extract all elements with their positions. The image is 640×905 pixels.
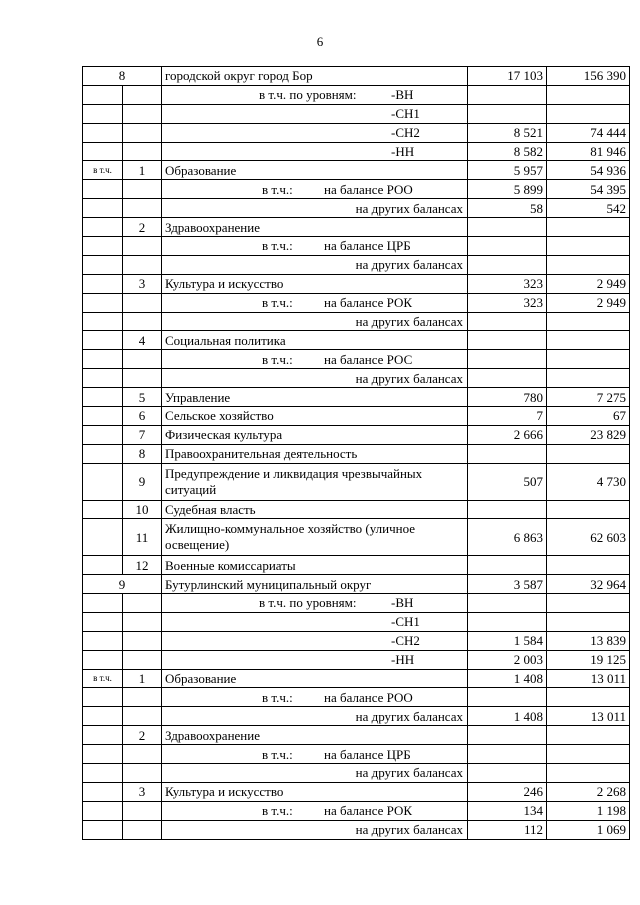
value-cell-1 (468, 369, 547, 388)
value-cell-2: 62 603 (547, 519, 630, 556)
sub-label: в т.ч.: (262, 351, 293, 367)
col1-cell (83, 820, 123, 839)
value-cell-1: 7 (468, 407, 547, 426)
row-name (162, 612, 468, 631)
row-number: 10 (123, 500, 162, 519)
row-name (162, 142, 468, 161)
row-number: 1 (123, 161, 162, 180)
table-row (83, 199, 630, 218)
col1-cell (83, 612, 123, 631)
table-row (83, 67, 630, 86)
col1-cell (83, 745, 123, 764)
table-row (83, 255, 630, 274)
table-row (83, 85, 630, 104)
row-number: 3 (123, 782, 162, 801)
value-cell-1 (468, 350, 547, 369)
row-name: на других балансах (162, 707, 468, 726)
row-name: Бутурлинский муниципальный округ (162, 575, 468, 594)
value-cell-1 (468, 556, 547, 575)
col2-cell (123, 763, 162, 782)
sub-value-label: -ВН (391, 87, 414, 103)
row-name: Здравоохранение (162, 726, 468, 745)
value-cell-2: 7 275 (547, 388, 630, 407)
row-name: Социальная политика (162, 331, 468, 350)
row-name: Культура и искусство (162, 782, 468, 801)
row-name (162, 593, 468, 612)
value-cell-1 (468, 500, 547, 519)
col1-cell (83, 444, 123, 463)
sub-label: в т.ч. по уровням: (259, 595, 357, 611)
col1-cell (83, 331, 123, 350)
table-row (83, 237, 630, 256)
col1-cell (83, 463, 123, 500)
value-cell-1 (468, 593, 547, 612)
col1-cell (83, 726, 123, 745)
value-cell-1: 1 408 (468, 707, 547, 726)
sub-value-label: -СН2 (391, 633, 420, 649)
table-row (83, 369, 630, 388)
value-cell-2 (547, 85, 630, 104)
row-number: 12 (123, 556, 162, 575)
col1-cell (83, 519, 123, 556)
sub-value-label: -ВН (391, 595, 414, 611)
value-cell-1: 6 863 (468, 519, 547, 556)
table-row (83, 688, 630, 707)
table-row (83, 782, 630, 801)
value-cell-2 (547, 500, 630, 519)
col1-cell (83, 763, 123, 782)
col1-cell (83, 688, 123, 707)
sub-label: в т.ч.: (262, 295, 293, 311)
col1-cell (83, 180, 123, 199)
table-row (83, 407, 630, 426)
table-row (83, 218, 630, 237)
value-cell-2 (547, 726, 630, 745)
table-row (83, 575, 630, 594)
row-number: 6 (123, 407, 162, 426)
col1-cell (83, 425, 123, 444)
col2-cell (123, 85, 162, 104)
value-cell-2 (547, 688, 630, 707)
data-table (82, 66, 630, 840)
row-name (162, 180, 468, 199)
row-name: Правоохранительная деятельность (162, 444, 468, 463)
sub-value-label: -СН1 (391, 614, 420, 630)
row-name: на других балансах (162, 199, 468, 218)
row-name (162, 350, 468, 369)
value-cell-2: 13 011 (547, 669, 630, 688)
col1-cell (83, 556, 123, 575)
sub-value-label: на балансе ЦРБ (324, 746, 411, 762)
value-cell-2 (547, 745, 630, 764)
value-cell-1: 323 (468, 293, 547, 312)
col1-cell (83, 593, 123, 612)
col2-cell (123, 745, 162, 764)
sub-value-label: на балансе РОО (324, 181, 413, 197)
value-cell-2 (547, 350, 630, 369)
col1-cell (83, 500, 123, 519)
col1-cell (83, 104, 123, 123)
row-name: Военные комиссариаты (162, 556, 468, 575)
col2-cell (123, 369, 162, 388)
value-cell-1 (468, 237, 547, 256)
row-number: 11 (123, 519, 162, 556)
col1-cell (83, 85, 123, 104)
sub-label: в т.ч.: (262, 803, 293, 819)
value-cell-2 (547, 218, 630, 237)
table-row (83, 331, 630, 350)
table-row (83, 556, 630, 575)
col2-cell (123, 801, 162, 820)
sub-label: в т.ч.: (262, 746, 293, 762)
table-row (83, 631, 630, 650)
table-row (83, 612, 630, 631)
col2-cell (123, 237, 162, 256)
value-cell-1 (468, 688, 547, 707)
row-name: на других балансах (162, 312, 468, 331)
table-row (83, 593, 630, 612)
value-cell-2 (547, 556, 630, 575)
value-cell-1 (468, 745, 547, 764)
value-cell-2: 4 730 (547, 463, 630, 500)
row-number: 9 (83, 575, 162, 594)
value-cell-1: 246 (468, 782, 547, 801)
value-cell-2 (547, 369, 630, 388)
sub-value-label: -СН1 (391, 106, 420, 122)
value-cell-1 (468, 255, 547, 274)
col2-cell (123, 123, 162, 142)
value-cell-1 (468, 104, 547, 123)
table-row (83, 763, 630, 782)
value-cell-2 (547, 444, 630, 463)
value-cell-2: 2 949 (547, 293, 630, 312)
value-cell-1: 8 582 (468, 142, 547, 161)
value-cell-2: 67 (547, 407, 630, 426)
sub-value-label: на балансе РОО (324, 689, 413, 705)
col1-cell (83, 350, 123, 369)
col2-cell (123, 255, 162, 274)
value-cell-1: 5 899 (468, 180, 547, 199)
value-cell-1 (468, 726, 547, 745)
row-name: на других балансах (162, 255, 468, 274)
sub-label: в т.ч. по уровням: (259, 87, 357, 103)
sub-value-label: на балансе РОС (324, 351, 413, 367)
sub-label: в т.ч.: (262, 689, 293, 705)
row-name (162, 688, 468, 707)
col2-cell (123, 104, 162, 123)
table-row (83, 707, 630, 726)
row-name: Сельское хозяйство (162, 407, 468, 426)
value-cell-2: 32 964 (547, 575, 630, 594)
row-number: 8 (123, 444, 162, 463)
value-cell-2 (547, 763, 630, 782)
row-name: на других балансах (162, 763, 468, 782)
col1-cell (83, 801, 123, 820)
table-row (83, 463, 630, 500)
col2-cell (123, 707, 162, 726)
col2-cell (123, 820, 162, 839)
value-cell-2 (547, 612, 630, 631)
col1-cell (83, 707, 123, 726)
row-name (162, 104, 468, 123)
value-cell-1 (468, 218, 547, 237)
col1-cell (83, 142, 123, 161)
sub-value-label: на балансе РОК (324, 295, 413, 311)
row-name: городской округ город Бор (162, 67, 468, 86)
value-cell-2 (547, 255, 630, 274)
sub-label: в т.ч.: (262, 238, 293, 254)
col1-cell (83, 199, 123, 218)
table-row (83, 650, 630, 669)
col2-cell (123, 293, 162, 312)
sub-value-label: на балансе РОК (324, 803, 413, 819)
value-cell-2: 81 946 (547, 142, 630, 161)
row-name (162, 85, 468, 104)
value-cell-1 (468, 444, 547, 463)
row-number: 7 (123, 425, 162, 444)
table-row (83, 726, 630, 745)
value-cell-1 (468, 612, 547, 631)
row-name (162, 801, 468, 820)
col2-cell (123, 180, 162, 199)
value-cell-1 (468, 763, 547, 782)
value-cell-1: 2 003 (468, 650, 547, 669)
table-row (83, 274, 630, 293)
row-name: Образование (162, 161, 468, 180)
table-row (83, 820, 630, 839)
row-name: Судебная власть (162, 500, 468, 519)
col2-cell (123, 199, 162, 218)
value-cell-2 (547, 331, 630, 350)
row-name (162, 650, 468, 669)
value-cell-1: 5 957 (468, 161, 547, 180)
col2-cell (123, 688, 162, 707)
col1-cell (83, 123, 123, 142)
sub-value-label: -СН2 (391, 125, 420, 141)
table-row (83, 180, 630, 199)
col2-cell (123, 350, 162, 369)
row-name: на других балансах (162, 820, 468, 839)
col1-cell (83, 369, 123, 388)
col1-cell (83, 388, 123, 407)
value-cell-1: 3 587 (468, 575, 547, 594)
sub-value-label: -НН (391, 652, 415, 668)
row-name: на других балансах (162, 369, 468, 388)
row-number: 8 (83, 67, 162, 86)
col1-cell (83, 218, 123, 237)
col1-cell (83, 237, 123, 256)
value-cell-2: 54 395 (547, 180, 630, 199)
value-cell-2: 156 390 (547, 67, 630, 86)
value-cell-2: 74 444 (547, 123, 630, 142)
table-row (83, 745, 630, 764)
col1-cell: в т.ч. (83, 669, 123, 688)
row-name (162, 123, 468, 142)
table-row (83, 425, 630, 444)
page-number: 6 (316, 34, 324, 49)
sub-value-label: на балансе ЦРБ (324, 238, 411, 254)
value-cell-1: 134 (468, 801, 547, 820)
value-cell-1 (468, 312, 547, 331)
row-name: Физическая культура (162, 425, 468, 444)
row-name (162, 237, 468, 256)
row-number: 5 (123, 388, 162, 407)
sub-label: в т.ч.: (262, 181, 293, 197)
row-number: 4 (123, 331, 162, 350)
row-name: Культура и искусство (162, 274, 468, 293)
col1-cell (83, 782, 123, 801)
value-cell-1: 112 (468, 820, 547, 839)
value-cell-2: 54 936 (547, 161, 630, 180)
value-cell-2: 1 198 (547, 801, 630, 820)
table-row (83, 444, 630, 463)
col1-cell: в т.ч. (83, 161, 123, 180)
value-cell-1: 780 (468, 388, 547, 407)
value-cell-1: 58 (468, 199, 547, 218)
value-cell-2: 2 268 (547, 782, 630, 801)
row-name (162, 745, 468, 764)
col1-cell (83, 255, 123, 274)
row-name: Управление (162, 388, 468, 407)
table-row (83, 350, 630, 369)
col1-cell (83, 407, 123, 426)
row-number: 2 (123, 726, 162, 745)
row-number: 1 (123, 669, 162, 688)
col2-cell (123, 312, 162, 331)
value-cell-2 (547, 104, 630, 123)
row-name: Образование (162, 669, 468, 688)
col1-cell (83, 650, 123, 669)
table-row (83, 669, 630, 688)
col2-cell (123, 612, 162, 631)
col1-cell (83, 631, 123, 650)
col2-cell (123, 631, 162, 650)
row-number: 2 (123, 218, 162, 237)
table-row (83, 500, 630, 519)
table-row (83, 123, 630, 142)
row-name: Здравоохранение (162, 218, 468, 237)
col1-cell (83, 274, 123, 293)
value-cell-1: 507 (468, 463, 547, 500)
value-cell-1: 8 521 (468, 123, 547, 142)
value-cell-2 (547, 312, 630, 331)
value-cell-2: 13 011 (547, 707, 630, 726)
value-cell-2 (547, 593, 630, 612)
row-name (162, 293, 468, 312)
row-name: Предупреждение и ликвидация чрезвычайных ситуаций (162, 463, 468, 500)
value-cell-2: 2 949 (547, 274, 630, 293)
table-row (83, 388, 630, 407)
value-cell-1: 17 103 (468, 67, 547, 86)
value-cell-1: 323 (468, 274, 547, 293)
row-name (162, 631, 468, 650)
value-cell-2: 13 839 (547, 631, 630, 650)
value-cell-1: 1 584 (468, 631, 547, 650)
value-cell-1 (468, 85, 547, 104)
value-cell-2: 23 829 (547, 425, 630, 444)
value-cell-2: 19 125 (547, 650, 630, 669)
value-cell-1 (468, 331, 547, 350)
col2-cell (123, 650, 162, 669)
col1-cell (83, 312, 123, 331)
sub-value-label: -НН (391, 144, 415, 159)
value-cell-2 (547, 237, 630, 256)
value-cell-1: 1 408 (468, 669, 547, 688)
value-cell-2: 1 069 (547, 820, 630, 839)
col2-cell (123, 593, 162, 612)
table-row (83, 293, 630, 312)
table-row (83, 312, 630, 331)
value-cell-2: 542 (547, 199, 630, 218)
row-name: Жилищно-коммунальное хозяйство (уличное освещение) (162, 519, 468, 556)
row-number: 9 (123, 463, 162, 500)
table-row (83, 519, 630, 556)
table-row (83, 801, 630, 820)
table-row (83, 142, 630, 161)
col1-cell (83, 293, 123, 312)
col2-cell (123, 142, 162, 161)
table-row (83, 104, 630, 123)
table-row (83, 161, 630, 180)
value-cell-1: 2 666 (468, 425, 547, 444)
row-number: 3 (123, 274, 162, 293)
